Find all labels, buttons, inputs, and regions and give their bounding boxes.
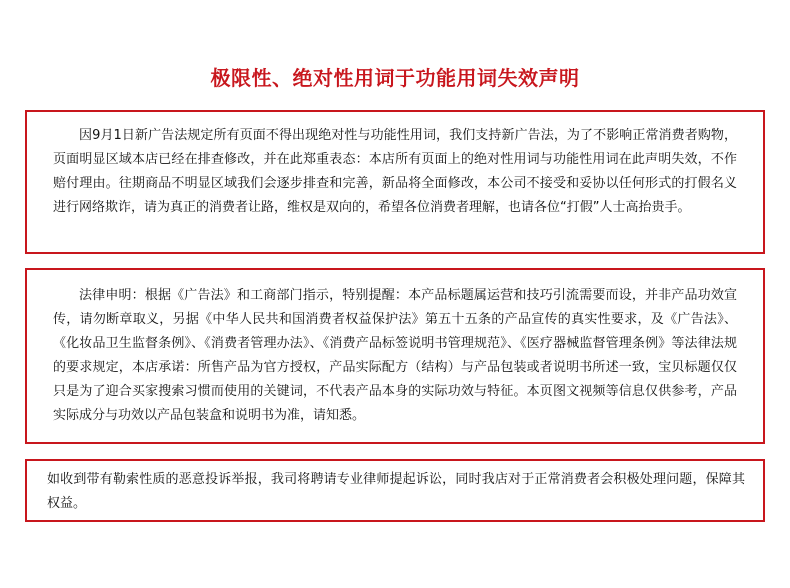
notice-box-legal-statement [25, 268, 765, 444]
warning-paragraph: 如收到带有勒索性质的恶意投诉举报，我司将聘请专业律师提起诉讼，同时我店对于正常消费者会积极处理问题，保障其权益。 [47, 472, 745, 511]
legal-paragraph: 法律申明：根据《广告法》和工商部门指示，特别提醒：本产品标题属运营和技巧引流需要而设，并非产品功效宣传，请勿断章取义，另据《中华人民共和国消费者权益保护法》第五十五条的产品宣传的真实性要求，及《广告法》、《化妆品卫生监督条例》、《消费者管理办法》、《消费产品标签说明书管理规范》、《医疗器械监督管理条例》等法律法规的要求规定，本店承诺：所售产品为官方授权，产品实际配方（结构）与产品包装或者说明书所述一致，宝贝标题仅仅只是为了迎合买家搜索习惯而使用的关键词，不代表产品本身的实际功效与特征。本页图文视频等信息仅供参考，产品实际成分与功效以产品包装盒和说明书为准，请知悉。 [53, 288, 737, 423]
notice-paragraph: 因9月1日新广告法规定所有页面不得出现绝对性与功能性用词，我们支持新广告法，为了不影响正常消费者购物，页面明显区域本店已经在排查修改，并在此郑重表态：本店所有页面上的绝对性用词与功能性用词在此声明失效，不作赔付理由。往期商品不明显区域我们会逐步排查和完善，新品将全面修改，本公司不接受和妥协以任何形式的打假名义进行网络欺诈，请为真正的消费者让路，维权是双向的，希望各位消费者理解，也请各位“打假”人士高抬贵手。 [53, 128, 737, 215]
page-title: 极限性、绝对性用词于功能用词失效声明 [210, 66, 580, 90]
notice-box-invalidation [25, 110, 765, 254]
notice-box-complaint-warning [25, 459, 765, 522]
